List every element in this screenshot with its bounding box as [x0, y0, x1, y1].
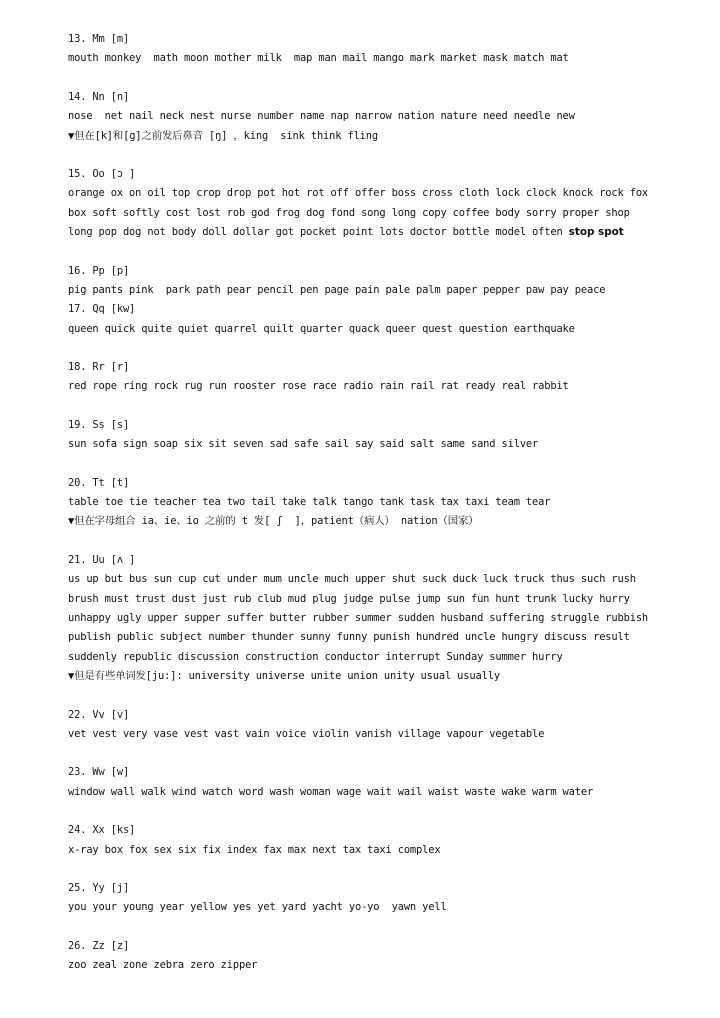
- word-line: nose net nail neck nest nurse number name nap narrow nation nature need needle new: [68, 110, 575, 123]
- word-line: unhappy ugly upper supper suffer butter rubber summer sudden husband suffering struggle rubbish: [68, 611, 649, 624]
- section-heading: 21. Uu [ʌ ]: [68, 553, 136, 566]
- word-line: mouth monkey math moon mother milk map man mail mango mark market mask match mat: [68, 52, 569, 65]
- section-heading: 15. Oo [ɔ ]: [68, 167, 136, 180]
- word-line: zoo zeal zone zebra zero zipper: [68, 959, 258, 972]
- section-heading: 24. Xx [ks]: [68, 824, 136, 837]
- section-heading: 26. Zz [z]: [68, 939, 130, 952]
- word-line-text: long pop dog not body doll dollar got pocket point lots doctor bottle model often: [68, 226, 569, 239]
- section-m: [68, 30, 668, 69]
- word-line: table toe tie teacher tea two tail take talk tango tank task tax taxi team tear: [68, 496, 551, 509]
- word-line: queen quick quite quiet quarrel quilt quarter quack queer quest question earthquake: [68, 322, 575, 335]
- word-line: orange ox on oil top crop drop pot hot rot off offer boss cross cloth lock clock knock rock fox: [68, 187, 649, 200]
- word-line: x-ray box fox sex six fix index fax max next tax taxi complex: [68, 843, 441, 856]
- section-t: [68, 474, 668, 532]
- section-heading: 13. Mm [m]: [68, 33, 130, 45]
- section-heading: 22. Vv [v]: [68, 708, 130, 721]
- word-line: vet vest very vase vest vast vain voice violin vanish village vapour vegetable: [68, 727, 545, 740]
- section-heading: 16. Pp [p]: [68, 264, 130, 277]
- bold-words: stop spot: [568, 226, 624, 239]
- pronunciation-note: ▼但在[k]和[g]之前发后鼻音 [ŋ] ，king sink think fling: [68, 129, 378, 142]
- section-z: [68, 937, 668, 976]
- section-q: [68, 300, 668, 339]
- section-u: [68, 551, 668, 687]
- word-line: pig pants pink park path pear pencil pen page pain pale palm paper pepper paw pay peace: [68, 283, 606, 296]
- section-x: [68, 821, 668, 860]
- word-line: you your young year yellow yes yet yard yacht yo-yo yawn yell: [68, 901, 447, 914]
- section-r: [68, 358, 668, 397]
- pronunciation-note: ▼但是有些单词发[ju:]: university universe unite union unity usual usually: [68, 670, 500, 683]
- section-s: [68, 416, 668, 455]
- section-y: [68, 879, 668, 918]
- section-v: [68, 706, 668, 745]
- document-page: [68, 30, 668, 994]
- word-line: window wall walk wind watch word wash woman wage wait wail waist waste wake warm water: [68, 785, 594, 798]
- section-heading: 19. Ss [s]: [68, 418, 130, 431]
- section-n: [68, 88, 668, 146]
- section-heading: 14. Nn [n]: [68, 90, 130, 103]
- word-line: suddenly republic discussion construction conductor interrupt Sunday summer hurry: [68, 650, 563, 663]
- section-o: [68, 165, 668, 243]
- section-heading: 20. Tt [t]: [68, 476, 130, 489]
- word-line: [68, 223, 668, 242]
- section-p: [68, 262, 668, 301]
- section-w: [68, 763, 668, 802]
- word-line: brush must trust dust just rub club mud plug judge pulse jump sun fun hunt trunk lucky hurry: [68, 592, 630, 605]
- word-line: sun sofa sign soap six sit seven sad safe sail say said salt same sand silver: [68, 438, 539, 451]
- word-line: publish public subject number thunder sunny funny punish hundred uncle hungry discuss result: [68, 631, 630, 644]
- pronunciation-note: ▼但在字母组合 ia、ie、io 之前的 t 发[ ʃ ]，patient（病人） nation（国家）: [68, 515, 479, 528]
- word-line: us up but bus sun cup cut under mum uncle much upper shut suck duck luck truck thus such rush: [68, 573, 636, 586]
- word-line: red rope ring rock rug run rooster rose race radio rain rail rat ready real rabbit: [68, 380, 569, 393]
- section-heading: 18. Rr [r]: [68, 361, 130, 374]
- section-heading: 17. Qq [kw]: [68, 303, 136, 316]
- section-heading: 25. Yy [j]: [68, 881, 130, 894]
- section-heading: 23. Ww [w]: [68, 766, 130, 779]
- word-line: box soft softly cost lost rob god frog dog fond song long copy coffee body sorry proper shop: [68, 206, 630, 219]
